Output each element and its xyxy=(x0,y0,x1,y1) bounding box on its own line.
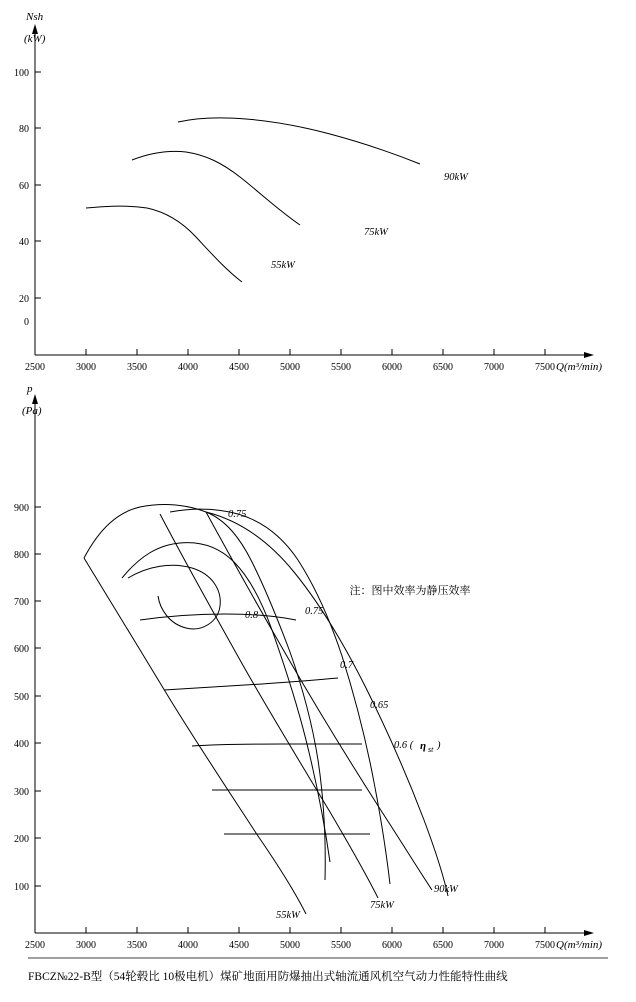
power-label-55kw: 55kW xyxy=(271,260,295,271)
eff-label-065: 0.65 xyxy=(370,700,389,711)
pressure-xtick-5500: 5500 xyxy=(331,940,351,951)
figure-caption: FBCZ№22-B型（54轮毂比 10极电机）煤矿地面用防爆抽出式轴流通风机空气动力性能特性曲线 xyxy=(28,971,508,983)
eff-label-06: 0.6 ( xyxy=(394,740,414,751)
pressure-xtick-7500: 7500 xyxy=(535,940,555,951)
pressure-xtick-5000: 5000 xyxy=(280,940,300,951)
pressure-y-axis-arrow xyxy=(32,394,38,404)
pressure-curve-outer xyxy=(206,512,448,896)
pressure-xtick-6500: 6500 xyxy=(433,940,453,951)
pressure-chart xyxy=(14,383,602,951)
power-curve-55kw xyxy=(86,206,242,282)
eff-label-paren-close: ) xyxy=(437,740,441,751)
power-xtick-2500: 2500 xyxy=(25,362,45,373)
power-y-ticks xyxy=(35,72,41,355)
pressure-ytick-700: 700 xyxy=(14,597,29,608)
pressure-xtick-4500: 4500 xyxy=(229,940,249,951)
power-ytick-60: 60 xyxy=(19,181,29,192)
eta-symbol: η xyxy=(420,740,427,752)
power-xtick-3500: 3500 xyxy=(127,362,147,373)
pressure-ytick-200: 200 xyxy=(14,834,29,845)
pressure-ytick-300: 300 xyxy=(14,787,29,798)
pressure-eff-curve-a xyxy=(84,558,306,914)
pressure-xtick-6000: 6000 xyxy=(382,940,402,951)
pressure-xtick-3000: 3000 xyxy=(76,940,96,951)
power-xtick-7000: 7000 xyxy=(484,362,504,373)
pressure-ytick-400: 400 xyxy=(14,739,29,750)
power-x-ticks xyxy=(35,349,545,355)
pressure-curve-blade-3 xyxy=(170,509,390,884)
pressure-ytick-100: 100 xyxy=(14,882,29,893)
pressure-x-axis-arrow xyxy=(584,930,594,936)
eff-label-075-top: 0.75 xyxy=(228,509,247,520)
power-xtick-7500: 7500 xyxy=(535,362,555,373)
power-ytick-20: 20 xyxy=(19,294,29,305)
pressure-ytick-900: 900 xyxy=(14,503,29,514)
pressure-label-90kw: 90kW xyxy=(434,884,458,895)
eff-label-075-mid: 0.75 xyxy=(305,606,324,617)
eff-label-06-group xyxy=(394,740,441,754)
pressure-xtick-7000: 7000 xyxy=(484,940,504,951)
power-curve-90kw xyxy=(178,118,420,164)
pressure-rib-2 xyxy=(192,744,362,746)
power-curve-75kw xyxy=(132,151,300,225)
power-xtick-3000: 3000 xyxy=(76,362,96,373)
pressure-eff-curve-b xyxy=(160,514,378,898)
power-xtick-6500: 6500 xyxy=(433,362,453,373)
pressure-label-55kw: 55kW xyxy=(276,910,300,921)
power-x-axis-label: Q(m³/min) xyxy=(556,361,603,373)
power-y-axis-label-1: Nsh xyxy=(26,11,44,23)
eta-subscript-st: st xyxy=(428,745,434,754)
pressure-y-axis-label-2: (Pa) xyxy=(22,405,42,417)
eff-label-08: 0.8 xyxy=(245,610,259,621)
pressure-curve-blade-1 xyxy=(84,505,325,880)
pressure-y-ticks xyxy=(35,507,41,886)
pressure-y-axis-label-1: p xyxy=(27,383,33,395)
pressure-ytick-800: 800 xyxy=(14,550,29,561)
power-y-axis-label-2: (kW) xyxy=(24,33,46,45)
power-xtick-6000: 6000 xyxy=(382,362,402,373)
power-label-75kw: 75kW xyxy=(364,227,388,238)
pressure-ytick-600: 600 xyxy=(14,644,29,655)
power-xtick-4000: 4000 xyxy=(178,362,198,373)
power-xtick-4500: 4500 xyxy=(229,362,249,373)
pressure-x-ticks xyxy=(35,927,545,933)
pressure-xtick-3500: 3500 xyxy=(127,940,147,951)
power-chart xyxy=(14,11,602,373)
pressure-label-75kw: 75kW xyxy=(370,900,394,911)
power-xtick-5000: 5000 xyxy=(280,362,300,373)
power-ytick-0: 0 xyxy=(24,317,29,328)
power-ytick-40: 40 xyxy=(19,237,29,248)
power-xtick-5500: 5500 xyxy=(331,362,351,373)
pressure-x-axis-label: Q(m³/min) xyxy=(556,939,603,951)
pressure-rib-5 xyxy=(140,614,296,620)
pressure-curve-blade-2 xyxy=(122,543,330,862)
pressure-xtick-2500: 2500 xyxy=(25,940,45,951)
power-ytick-80: 80 xyxy=(19,124,29,135)
power-label-90kw: 90kW xyxy=(444,172,468,183)
chart-note: 注：图中效率为静压效率 xyxy=(349,584,471,597)
pressure-xtick-4000: 4000 xyxy=(178,940,198,951)
power-ytick-100: 100 xyxy=(14,68,29,79)
eff-label-07: 0.7 xyxy=(340,660,354,671)
pressure-ytick-500: 500 xyxy=(14,692,29,703)
power-x-axis-arrow xyxy=(584,352,594,358)
